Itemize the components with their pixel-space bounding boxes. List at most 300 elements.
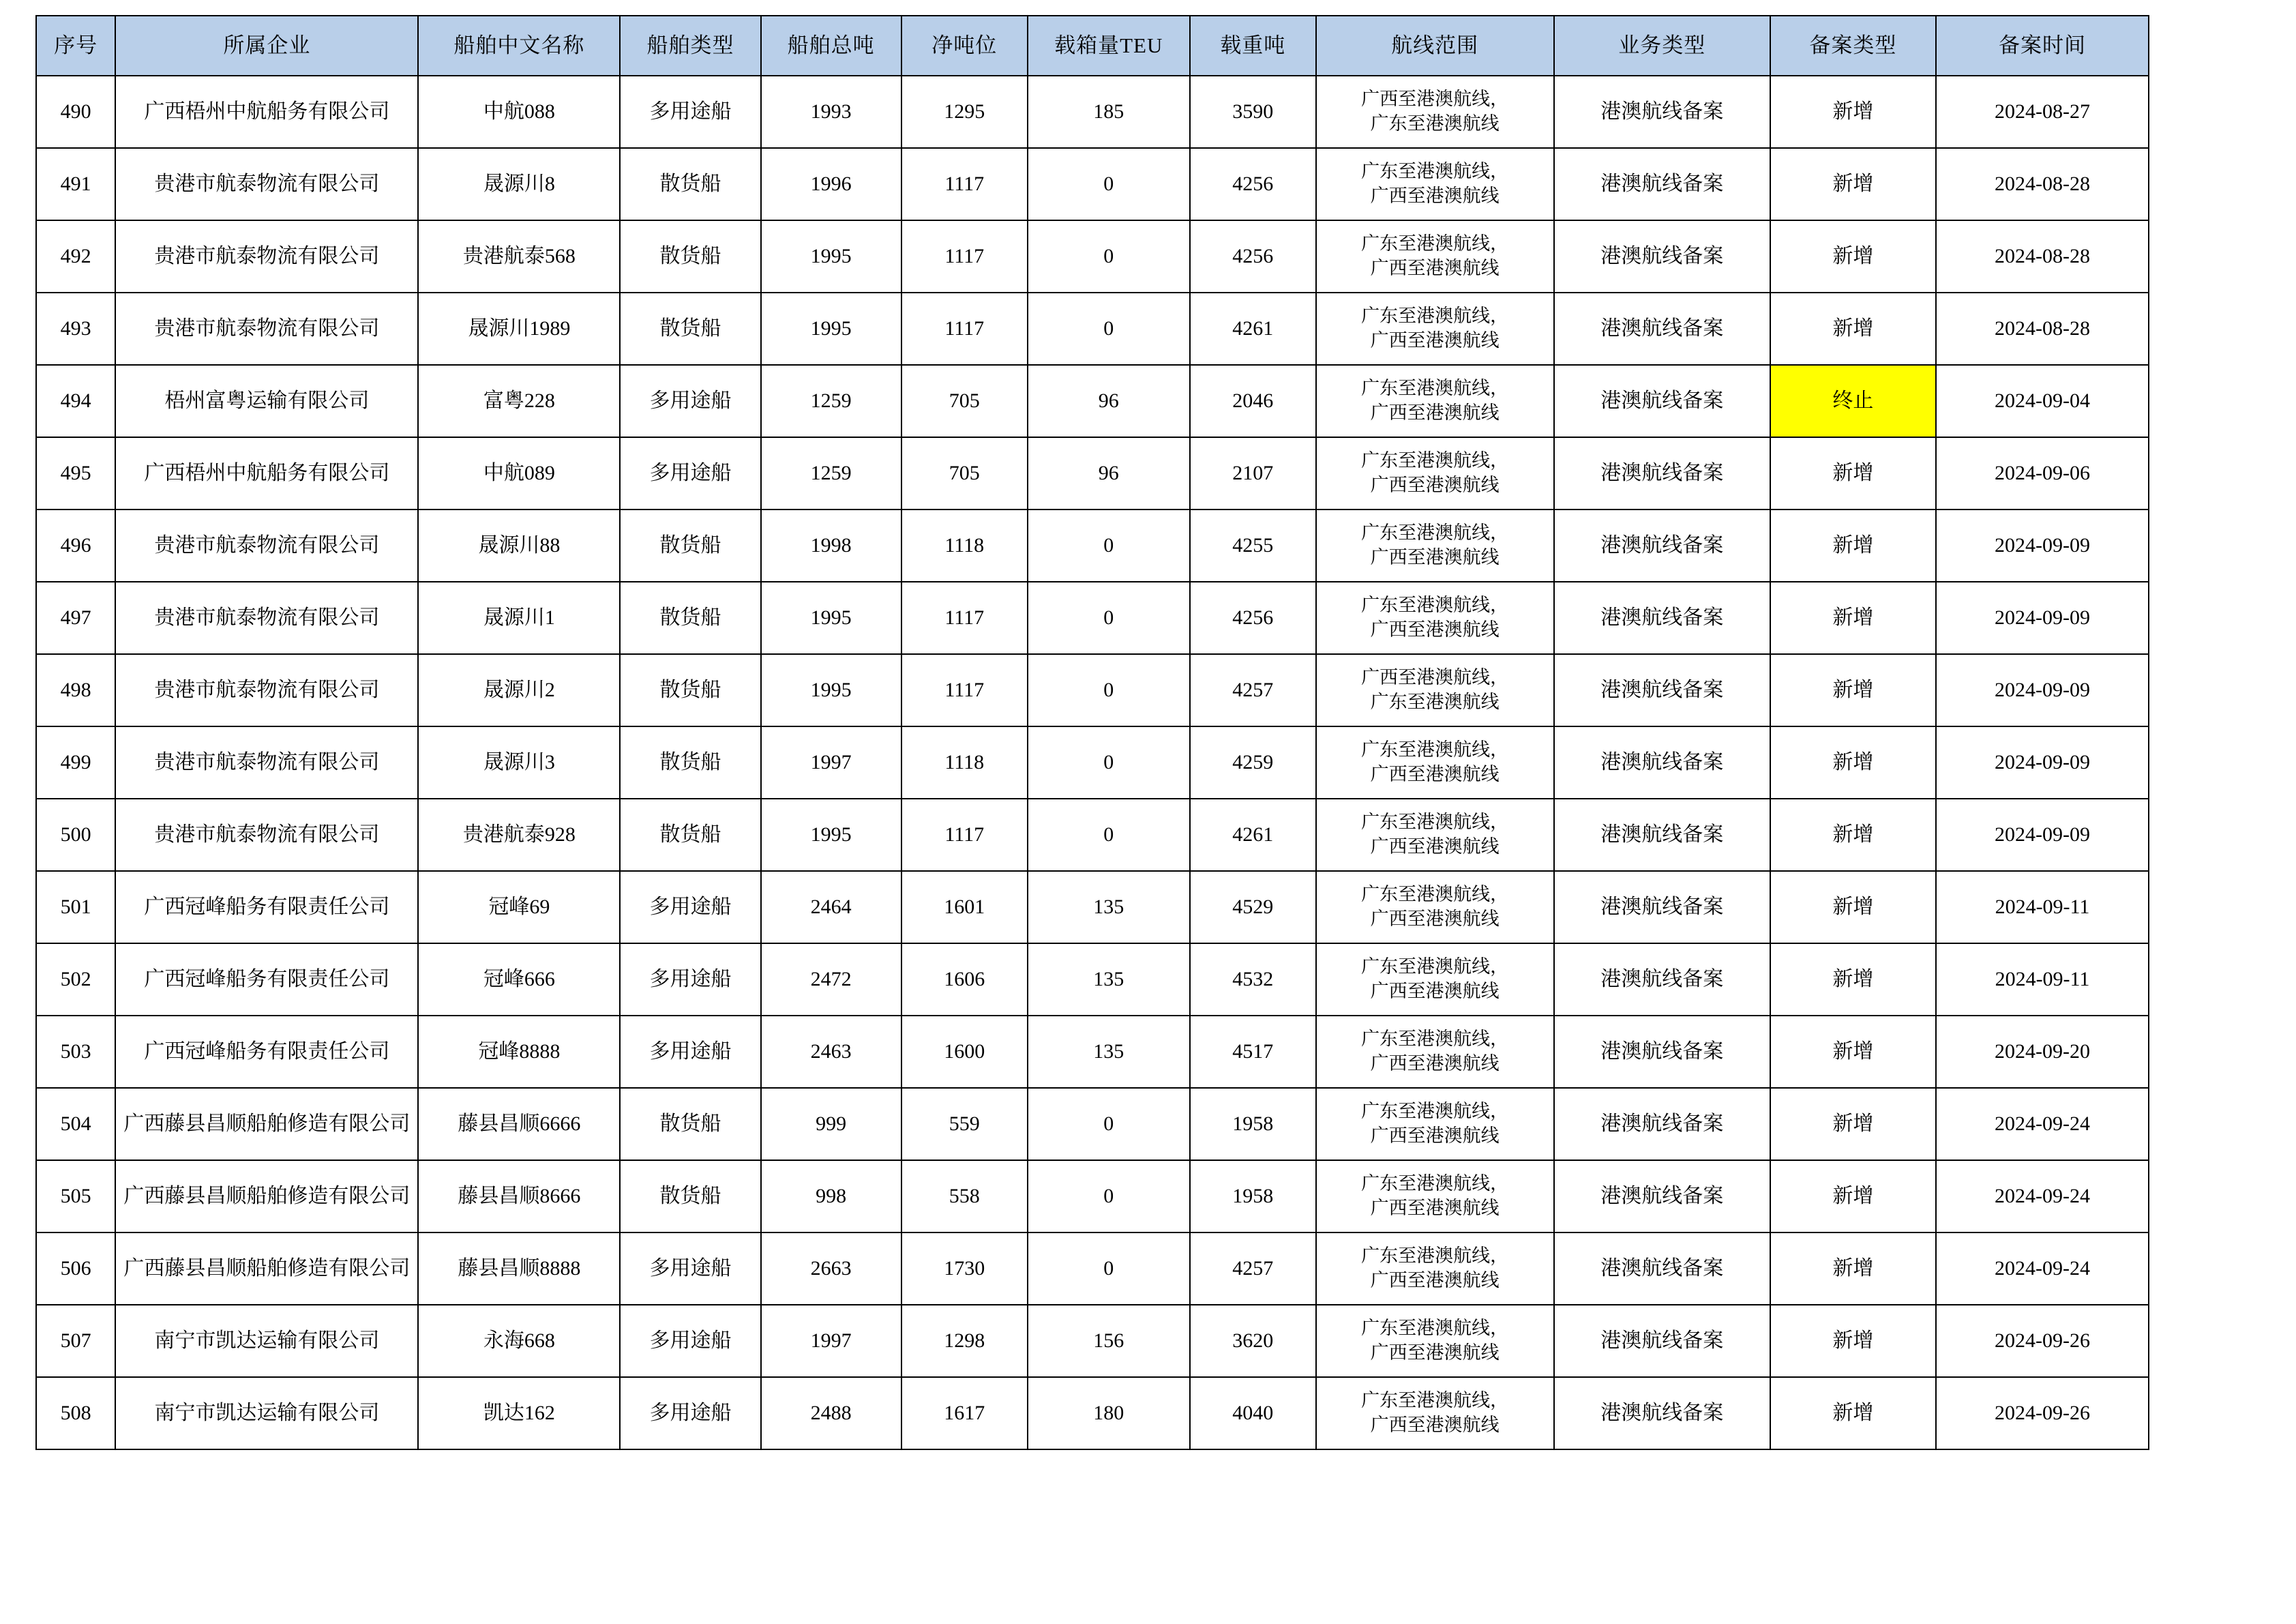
cell-route [1316,1016,1554,1088]
route-line-2: 广西至港澳航线 [1370,1270,1500,1290]
table-row [36,726,2149,799]
cell-ship-name: 永海668 [418,1305,620,1377]
cell-company: 南宁市凯达运输有限公司 [115,1377,418,1449]
cell-company: 贵港市航泰物流有限公司 [115,799,418,871]
cell-index: 502 [36,943,115,1016]
cell-teu: 135 [1028,871,1190,943]
cell-net-tonnage: 1617 [901,1377,1028,1449]
route-line-2: 广西至港澳航线 [1370,475,1500,495]
cell-teu: 0 [1028,654,1190,726]
table-row [36,365,2149,437]
route-line-1: 广东至港澳航线， [1361,522,1509,544]
cell-business-type: 港澳航线备案 [1554,437,1770,510]
cell-company: 贵港市航泰物流有限公司 [115,293,418,365]
cell-record-date: 2024-09-11 [1936,943,2149,1016]
cell-business-type: 港澳航线备案 [1554,1016,1770,1088]
cell-company: 南宁市凯达运输有限公司 [115,1305,418,1377]
route-line-1: 广东至港澳航线， [1361,306,1509,327]
route-line-2: 广西至港澳航线 [1370,186,1500,206]
cell-record-date: 2024-09-06 [1936,437,2149,510]
route-line-2: 广西至港澳航线 [1370,619,1500,640]
cell-teu: 0 [1028,1088,1190,1160]
route-line-2: 广西至港澳航线 [1370,1125,1500,1146]
cell-company: 贵港市航泰物流有限公司 [115,220,418,293]
cell-index: 503 [36,1016,115,1088]
cell-record-date: 2024-09-09 [1936,726,2149,799]
cell-net-tonnage: 1117 [901,148,1028,220]
cell-teu: 156 [1028,1305,1190,1377]
cell-index: 508 [36,1377,115,1449]
cell-ship-type: 多用途船 [620,1016,760,1088]
cell-gross-tonnage: 2472 [761,943,901,1016]
cell-business-type: 港澳航线备案 [1554,1377,1770,1449]
cell-record-date: 2024-09-09 [1936,799,2149,871]
cell-record-type: 新增 [1770,1305,1936,1377]
cell-deadweight: 2046 [1190,365,1316,437]
cell-deadweight: 3620 [1190,1305,1316,1377]
cell-gross-tonnage: 1993 [761,76,901,148]
table-header [36,16,2149,76]
cell-net-tonnage: 1117 [901,799,1028,871]
cell-company: 广西藤县昌顺船舶修造有限公司 [115,1160,418,1232]
column-header-ship-type: 船舶类型 [620,16,760,76]
cell-business-type: 港澳航线备案 [1554,726,1770,799]
cell-teu: 0 [1028,510,1190,582]
cell-business-type: 港澳航线备案 [1554,1160,1770,1232]
cell-teu: 0 [1028,1232,1190,1305]
cell-record-type: 新增 [1770,1016,1936,1088]
route-line-2: 广西至港澳航线 [1370,764,1500,784]
cell-record-date: 2024-09-24 [1936,1088,2149,1160]
cell-ship-name: 富粤228 [418,365,620,437]
cell-business-type: 港澳航线备案 [1554,365,1770,437]
cell-ship-type: 多用途船 [620,871,760,943]
cell-index: 497 [36,582,115,654]
cell-gross-tonnage: 2488 [761,1377,901,1449]
cell-net-tonnage: 1118 [901,510,1028,582]
route-line-2: 广西至港澳航线 [1370,836,1500,857]
cell-ship-type: 散货船 [620,148,760,220]
cell-teu: 96 [1028,437,1190,510]
cell-index: 493 [36,293,115,365]
cell-route [1316,437,1554,510]
table-row [36,943,2149,1016]
table-row [36,654,2149,726]
cell-record-type: 新增 [1770,582,1936,654]
cell-ship-type: 多用途船 [620,1232,760,1305]
cell-deadweight: 4255 [1190,510,1316,582]
route-line-1: 广东至港澳航线， [1361,1318,1509,1339]
cell-deadweight: 4261 [1190,799,1316,871]
route-line-1: 广东至港澳航线， [1361,595,1509,616]
cell-record-date: 2024-09-04 [1936,365,2149,437]
cell-ship-name: 晟源川1 [418,582,620,654]
cell-ship-name: 晟源川1989 [418,293,620,365]
cell-net-tonnage: 1606 [901,943,1028,1016]
cell-teu: 135 [1028,943,1190,1016]
cell-index: 505 [36,1160,115,1232]
cell-deadweight: 4532 [1190,943,1316,1016]
cell-deadweight: 2107 [1190,437,1316,510]
column-header-company: 所属企业 [115,16,418,76]
cell-ship-type: 多用途船 [620,365,760,437]
cell-net-tonnage: 1730 [901,1232,1028,1305]
route-line-2: 广西至港澳航线 [1370,909,1500,929]
cell-record-type: 新增 [1770,220,1936,293]
cell-route [1316,726,1554,799]
cell-index: 500 [36,799,115,871]
route-line-2: 广西至港澳航线 [1370,547,1500,567]
cell-ship-name: 晟源川88 [418,510,620,582]
cell-record-type: 新增 [1770,654,1936,726]
cell-ship-type: 散货船 [620,510,760,582]
cell-route [1316,943,1554,1016]
cell-teu: 0 [1028,293,1190,365]
column-header-record-type: 备案类型 [1770,16,1936,76]
cell-ship-type: 散货船 [620,220,760,293]
route-line-2: 广西至港澳航线 [1370,1415,1500,1435]
cell-ship-name: 冠峰8888 [418,1016,620,1088]
ship-record-table [35,15,2149,1450]
cell-deadweight: 4517 [1190,1016,1316,1088]
cell-record-date: 2024-09-26 [1936,1305,2149,1377]
cell-company: 贵港市航泰物流有限公司 [115,654,418,726]
cell-ship-name: 凯达162 [418,1377,620,1449]
cell-ship-type: 散货船 [620,293,760,365]
cell-teu: 0 [1028,220,1190,293]
cell-record-type: 新增 [1770,1377,1936,1449]
cell-ship-type: 多用途船 [620,943,760,1016]
cell-ship-type: 多用途船 [620,76,760,148]
cell-net-tonnage: 1117 [901,582,1028,654]
cell-business-type: 港澳航线备案 [1554,582,1770,654]
cell-business-type: 港澳航线备案 [1554,76,1770,148]
cell-company: 广西冠峰船务有限责任公司 [115,871,418,943]
route-line-1: 广东至港澳航线， [1361,884,1509,905]
table-row [36,76,2149,148]
cell-index: 499 [36,726,115,799]
cell-route [1316,1305,1554,1377]
cell-net-tonnage: 1298 [901,1305,1028,1377]
cell-route [1316,582,1554,654]
route-line-2: 广西至港澳航线 [1370,402,1500,423]
route-line-1: 广东至港澳航线， [1361,1173,1509,1194]
cell-index: 492 [36,220,115,293]
cell-record-type: 新增 [1770,726,1936,799]
cell-net-tonnage: 705 [901,437,1028,510]
cell-index: 494 [36,365,115,437]
cell-record-date: 2024-09-09 [1936,654,2149,726]
cell-gross-tonnage: 2464 [761,871,901,943]
cell-route [1316,365,1554,437]
cell-company: 梧州富粤运输有限公司 [115,365,418,437]
cell-ship-type: 散货船 [620,726,760,799]
cell-index: 507 [36,1305,115,1377]
cell-record-date: 2024-09-11 [1936,871,2149,943]
cell-ship-type: 散货船 [620,1088,760,1160]
cell-record-date: 2024-09-24 [1936,1232,2149,1305]
cell-record-date: 2024-09-26 [1936,1377,2149,1449]
cell-record-date: 2024-08-28 [1936,293,2149,365]
cell-business-type: 港澳航线备案 [1554,1305,1770,1377]
cell-route [1316,1377,1554,1449]
cell-teu: 0 [1028,726,1190,799]
cell-route [1316,1160,1554,1232]
table-row [36,582,2149,654]
column-header-index: 序号 [36,16,115,76]
cell-route [1316,510,1554,582]
cell-index: 498 [36,654,115,726]
table-row [36,510,2149,582]
cell-teu: 135 [1028,1016,1190,1088]
cell-deadweight: 4256 [1190,220,1316,293]
cell-company: 广西冠峰船务有限责任公司 [115,943,418,1016]
cell-record-type: 新增 [1770,1160,1936,1232]
column-header-gross-tonnage: 船舶总吨 [761,16,901,76]
table-row [36,148,2149,220]
cell-ship-name: 藤县昌顺8888 [418,1232,620,1305]
cell-index: 495 [36,437,115,510]
cell-gross-tonnage: 1995 [761,799,901,871]
table-row [36,1305,2149,1377]
route-line-1: 广西至港澳航线， [1361,89,1509,110]
cell-deadweight: 3590 [1190,76,1316,148]
route-line-2: 广东至港澳航线 [1370,113,1500,134]
cell-company: 贵港市航泰物流有限公司 [115,582,418,654]
route-line-2: 广西至港澳航线 [1370,981,1500,1001]
cell-record-type: 新增 [1770,871,1936,943]
cell-index: 501 [36,871,115,943]
cell-business-type: 港澳航线备案 [1554,148,1770,220]
cell-ship-name: 藤县昌顺8666 [418,1160,620,1232]
cell-ship-type: 散货船 [620,799,760,871]
cell-ship-type: 多用途船 [620,437,760,510]
route-line-2: 广西至港澳航线 [1370,1342,1500,1363]
cell-business-type: 港澳航线备案 [1554,654,1770,726]
cell-ship-type: 多用途船 [620,1305,760,1377]
cell-ship-type: 散货船 [620,582,760,654]
cell-deadweight: 4261 [1190,293,1316,365]
cell-company: 广西梧州中航船务有限公司 [115,76,418,148]
column-header-ship-name: 船舶中文名称 [418,16,620,76]
cell-route [1316,654,1554,726]
cell-gross-tonnage: 998 [761,1160,901,1232]
cell-route [1316,76,1554,148]
cell-route [1316,799,1554,871]
cell-teu: 0 [1028,148,1190,220]
cell-ship-name: 冠峰666 [418,943,620,1016]
cell-record-date: 2024-08-28 [1936,148,2149,220]
cell-company: 广西藤县昌顺船舶修造有限公司 [115,1088,418,1160]
table-body [36,76,2149,1449]
cell-record-type: 新增 [1770,1088,1936,1160]
route-line-1: 广东至港澳航线， [1361,739,1509,761]
cell-business-type: 港澳航线备案 [1554,510,1770,582]
cell-deadweight: 4256 [1190,148,1316,220]
route-line-1: 广东至港澳航线， [1361,1245,1509,1267]
cell-route [1316,293,1554,365]
cell-record-type: 新增 [1770,799,1936,871]
route-line-2: 广西至港澳航线 [1370,1198,1500,1218]
cell-route [1316,871,1554,943]
cell-record-type-highlighted: 终止 [1770,365,1936,437]
cell-deadweight: 4257 [1190,654,1316,726]
cell-net-tonnage: 1117 [901,220,1028,293]
cell-net-tonnage: 1117 [901,293,1028,365]
table-row [36,1377,2149,1449]
cell-teu: 185 [1028,76,1190,148]
route-line-1: 广东至港澳航线， [1361,1029,1509,1050]
cell-net-tonnage: 1295 [901,76,1028,148]
route-line-1: 广东至港澳航线， [1361,812,1509,833]
route-line-2: 广西至港澳航线 [1370,330,1500,351]
cell-company: 广西梧州中航船务有限公司 [115,437,418,510]
cell-ship-name: 晟源川3 [418,726,620,799]
table-row [36,1016,2149,1088]
cell-route [1316,220,1554,293]
cell-gross-tonnage: 1995 [761,654,901,726]
cell-ship-name: 贵港航泰928 [418,799,620,871]
table-row [36,871,2149,943]
cell-teu: 0 [1028,582,1190,654]
cell-business-type: 港澳航线备案 [1554,943,1770,1016]
cell-teu: 180 [1028,1377,1190,1449]
cell-index: 504 [36,1088,115,1160]
route-line-1: 广西至港澳航线， [1361,667,1509,688]
cell-net-tonnage: 1601 [901,871,1028,943]
cell-record-date: 2024-09-09 [1936,582,2149,654]
cell-ship-type: 多用途船 [620,1377,760,1449]
cell-deadweight: 4257 [1190,1232,1316,1305]
cell-ship-name: 晟源川8 [418,148,620,220]
cell-company: 贵港市航泰物流有限公司 [115,510,418,582]
cell-teu: 96 [1028,365,1190,437]
cell-index: 496 [36,510,115,582]
cell-ship-name: 冠峰69 [418,871,620,943]
cell-company: 广西藤县昌顺船舶修造有限公司 [115,1232,418,1305]
cell-record-type: 新增 [1770,148,1936,220]
cell-gross-tonnage: 1259 [761,437,901,510]
cell-ship-name: 中航088 [418,76,620,148]
table-row [36,1160,2149,1232]
cell-deadweight: 4040 [1190,1377,1316,1449]
cell-route [1316,1232,1554,1305]
cell-gross-tonnage: 1995 [761,293,901,365]
route-line-1: 广东至港澳航线， [1361,1390,1509,1411]
cell-net-tonnage: 1118 [901,726,1028,799]
cell-record-type: 新增 [1770,293,1936,365]
cell-teu: 0 [1028,1160,1190,1232]
header-row [36,16,2149,76]
cell-company: 贵港市航泰物流有限公司 [115,726,418,799]
cell-gross-tonnage: 1259 [761,365,901,437]
table-row [36,220,2149,293]
column-header-business-type: 业务类型 [1554,16,1770,76]
cell-ship-type: 散货船 [620,654,760,726]
cell-index: 490 [36,76,115,148]
table-row [36,293,2149,365]
column-header-route: 航线范围 [1316,16,1554,76]
cell-net-tonnage: 705 [901,365,1028,437]
cell-gross-tonnage: 2663 [761,1232,901,1305]
cell-deadweight: 4259 [1190,726,1316,799]
cell-ship-type: 散货船 [620,1160,760,1232]
cell-net-tonnage: 558 [901,1160,1028,1232]
cell-deadweight: 4256 [1190,582,1316,654]
cell-record-date: 2024-09-24 [1936,1160,2149,1232]
cell-business-type: 港澳航线备案 [1554,220,1770,293]
cell-gross-tonnage: 1998 [761,510,901,582]
route-line-2: 广东至港澳航线 [1370,692,1500,712]
route-line-2: 广西至港澳航线 [1370,258,1500,278]
cell-net-tonnage: 1117 [901,654,1028,726]
cell-business-type: 港澳航线备案 [1554,293,1770,365]
cell-net-tonnage: 1600 [901,1016,1028,1088]
cell-gross-tonnage: 1997 [761,726,901,799]
cell-deadweight: 1958 [1190,1088,1316,1160]
cell-gross-tonnage: 1996 [761,148,901,220]
route-line-1: 广东至港澳航线， [1361,233,1509,254]
cell-record-type: 新增 [1770,437,1936,510]
cell-gross-tonnage: 999 [761,1088,901,1160]
cell-business-type: 港澳航线备案 [1554,1232,1770,1305]
route-line-1: 广东至港澳航线， [1361,1101,1509,1122]
route-line-1: 广东至港澳航线， [1361,450,1509,471]
column-header-record-date: 备案时间 [1936,16,2149,76]
cell-record-date: 2024-09-09 [1936,510,2149,582]
cell-record-date: 2024-08-28 [1936,220,2149,293]
cell-ship-name: 中航089 [418,437,620,510]
route-line-1: 广东至港澳航线， [1361,956,1509,977]
cell-company: 广西冠峰船务有限责任公司 [115,1016,418,1088]
cell-record-type: 新增 [1770,510,1936,582]
cell-net-tonnage: 559 [901,1088,1028,1160]
table-row [36,1088,2149,1160]
column-header-teu: 载箱量TEU [1028,16,1190,76]
cell-index: 491 [36,148,115,220]
table-row [36,1232,2149,1305]
cell-gross-tonnage: 1997 [761,1305,901,1377]
cell-route [1316,1088,1554,1160]
column-header-net-tonnage: 净吨位 [901,16,1028,76]
cell-ship-name: 藤县昌顺6666 [418,1088,620,1160]
cell-business-type: 港澳航线备案 [1554,871,1770,943]
cell-index: 506 [36,1232,115,1305]
table-row [36,437,2149,510]
cell-gross-tonnage: 1995 [761,220,901,293]
cell-business-type: 港澳航线备案 [1554,799,1770,871]
cell-gross-tonnage: 2463 [761,1016,901,1088]
cell-route [1316,148,1554,220]
route-line-2: 广西至港澳航线 [1370,1053,1500,1074]
route-line-1: 广东至港澳航线， [1361,378,1509,399]
cell-business-type: 港澳航线备案 [1554,1088,1770,1160]
cell-record-date: 2024-09-20 [1936,1016,2149,1088]
cell-deadweight: 4529 [1190,871,1316,943]
cell-company: 贵港市航泰物流有限公司 [115,148,418,220]
cell-gross-tonnage: 1995 [761,582,901,654]
cell-record-type: 新增 [1770,943,1936,1016]
table-row [36,799,2149,871]
cell-record-type: 新增 [1770,76,1936,148]
cell-record-type: 新增 [1770,1232,1936,1305]
cell-ship-name: 晟源川2 [418,654,620,726]
column-header-deadweight: 载重吨 [1190,16,1316,76]
cell-teu: 0 [1028,799,1190,871]
cell-ship-name: 贵港航泰568 [418,220,620,293]
cell-deadweight: 1958 [1190,1160,1316,1232]
cell-record-date: 2024-08-27 [1936,76,2149,148]
